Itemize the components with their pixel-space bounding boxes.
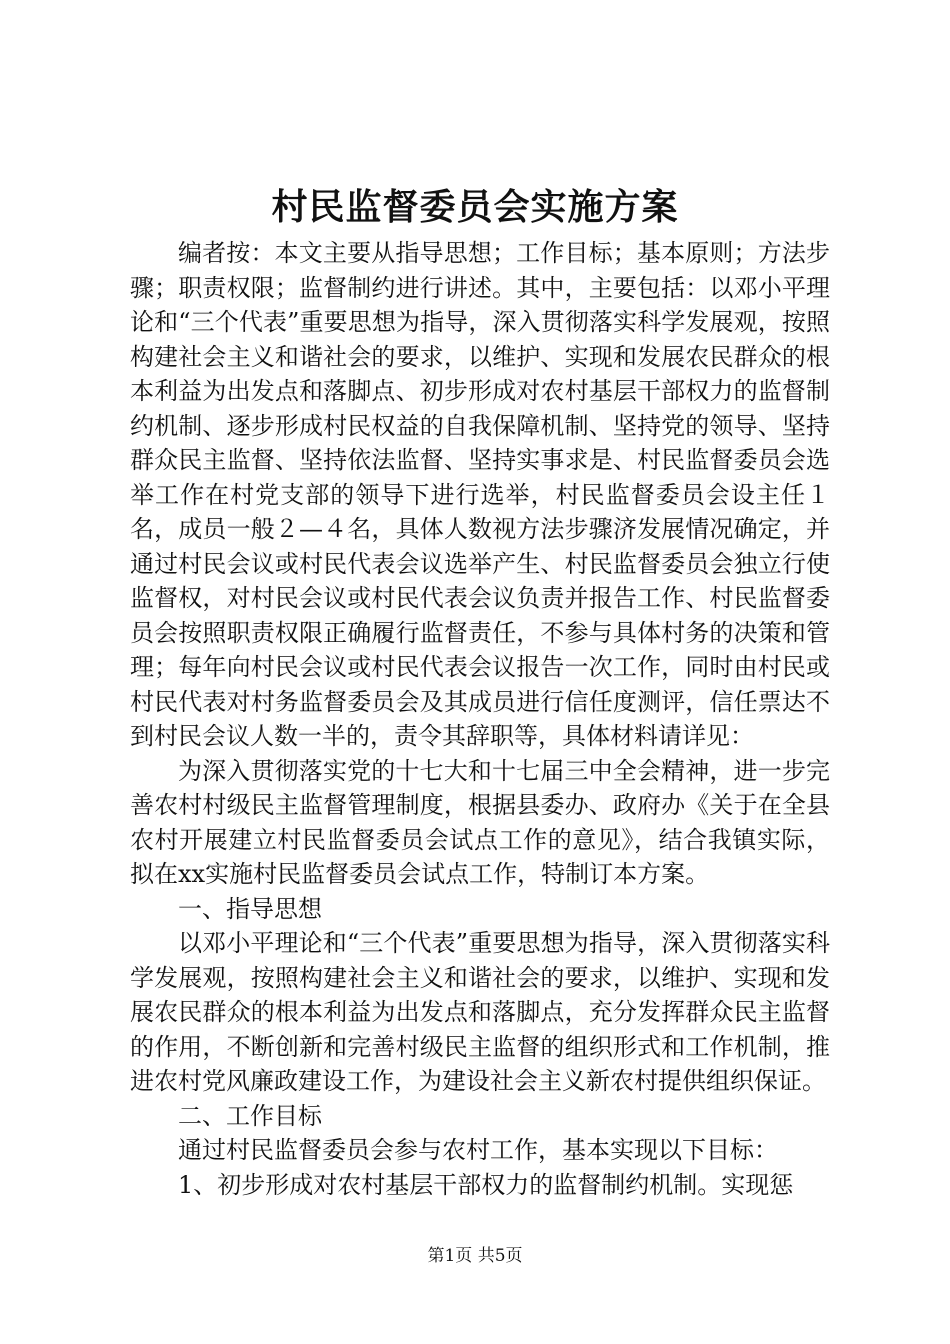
- document-title: 村民监督委员会实施方案: [271, 186, 679, 228]
- intro-paragraph: 为深入贯彻落实党的十七大和十七届三中全会精神，进一步完善农村村级民主监督管理制度，根据县委办、政府办《关于在全县农村开展建立村民监督委员会试点工作的意见》，结合我镇实际，拟在xx实施村民监督委员会试点工作，特制订本方案。: [130, 756, 830, 888]
- section-heading-work-goals: 二、工作目标: [178, 1101, 322, 1130]
- section-heading-guiding-ideology: 一、指导思想: [178, 894, 322, 923]
- page-number-footer: 第1页 共5页: [427, 1246, 523, 1266]
- guiding-ideology-paragraph: 以邓小平理论和“三个代表”重要思想为指导，深入贯彻落实科学发展观，按照构建社会主义和谐社会的要求，以维护、实现和发展农民群众的根本利益为出发点和落脚点，充分发挥群众民主监督的作用，不断创新和完善村级民主监督的组织形式和工作机制，推进农村党风廉政建设工作，为建设社会主义新农村提供组织保证。: [130, 929, 830, 1095]
- goal-item-1: 1、初步形成对农村基层干部权力的监督制约机制。实现惩: [178, 1170, 794, 1199]
- document-body: [130, 236, 830, 1202]
- editor-note-paragraph: 编者按：本文主要从指导思想；工作目标；基本原则；方法步骤；职责权限；监督制约进行讲述。其中，主要包括：以邓小平理论和“三个代表”重要思想为指导，深入贯彻落实科学发展观，按照构建社会主义和谐社会的要求，以维护、实现和发展农民群众的根本利益为出发点和落脚点、初步形成对农村基层干部权力的监督制约机制、逐步形成村民权益的自我保障机制、坚持党的领导、坚持群众民主监督、坚持依法监督、坚持实事求是、村民监督委员会选举工作在村党支部的领导下进行选举，村民监督委员会设主任１名，成员一般２—４名，具体人数视方法步骤济发展情况确定，并通过村民会议或村民代表会议选举产生、村民监督委员会独立行使监督权，对村民会议或村民代表会议负责并报告工作、村民监督委员会按照职责权限正确履行监督责任，不参与具体村务的决策和管理；每年向村民会议或村民代表会议报告一次工作，同时由村民或村民代表对村务监督委员会及其成员进行信任度测评，信任票达不到村民会议人数一半的，责令其辞职等，具体材料请详见：: [130, 239, 830, 750]
- work-goals-paragraph: 通过村民监督委员会参与农村工作，基本实现以下目标：: [178, 1136, 778, 1164]
